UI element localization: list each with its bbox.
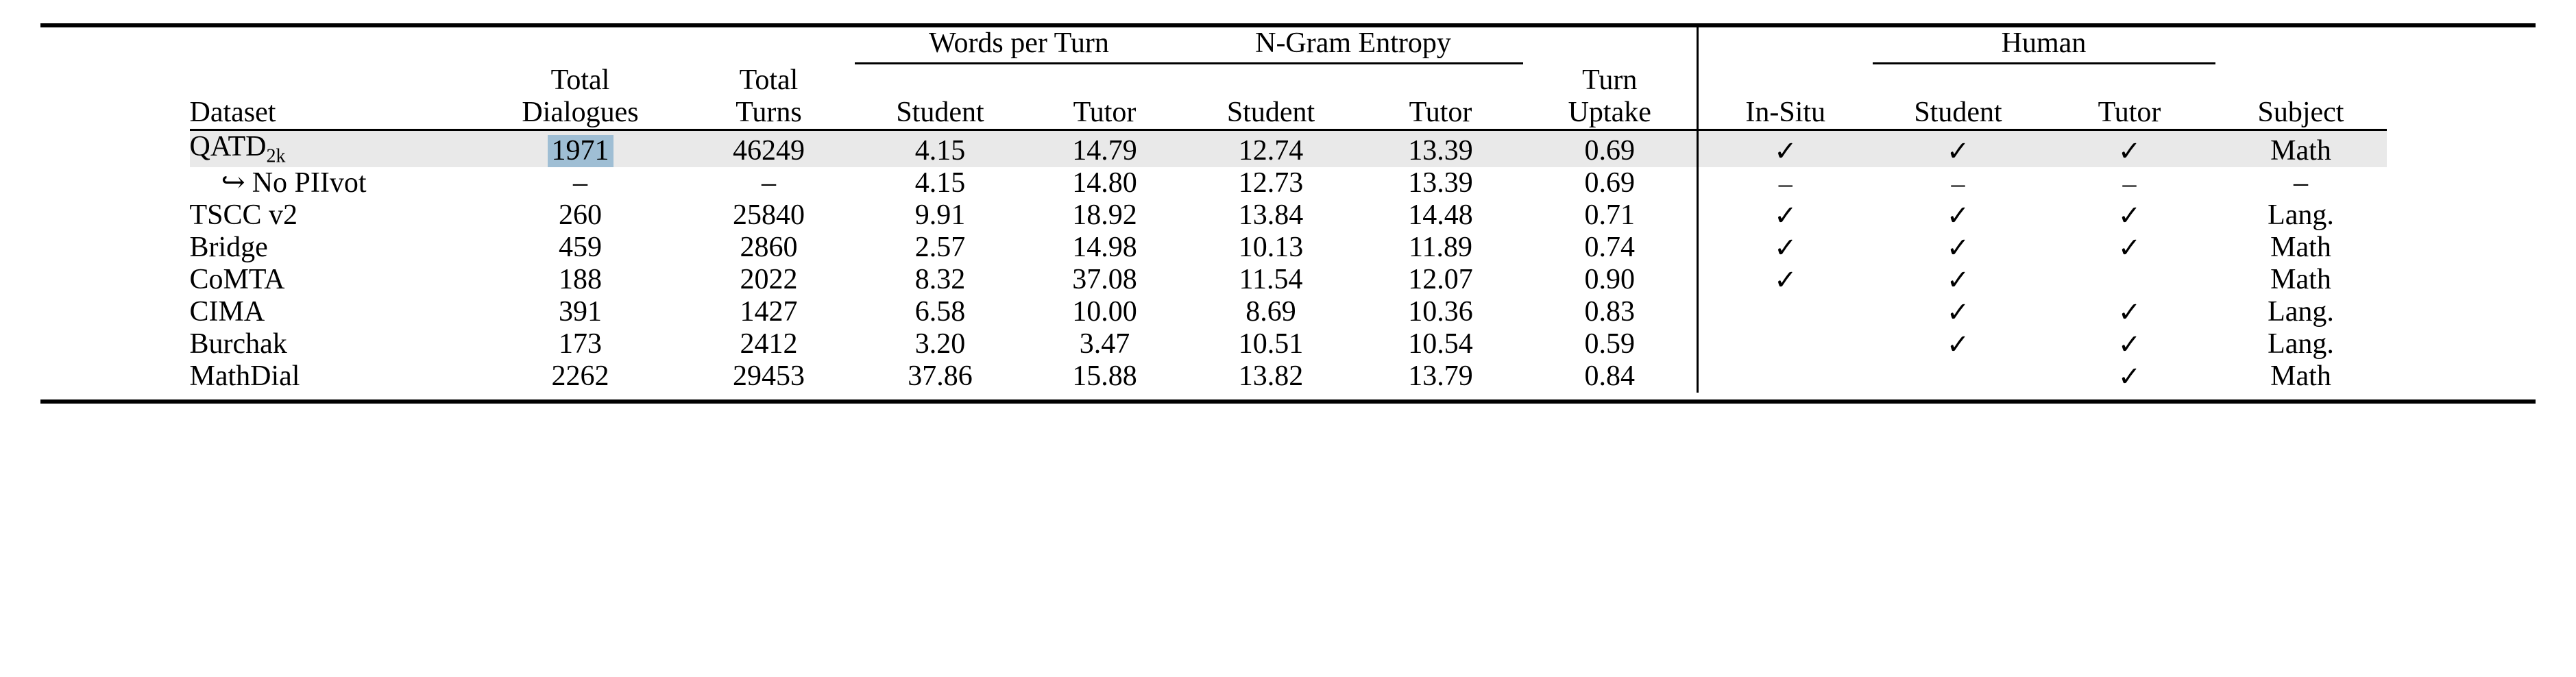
cell-total-turns: 25840: [733, 199, 805, 231]
column-header-dataset: Dataset: [189, 97, 276, 129]
cell-turn-uptake: 0.74: [1584, 231, 1635, 263]
cell-human-tutor: [2044, 199, 2215, 232]
cell-human-student: [1873, 199, 2044, 232]
cell-in-situ: [1698, 296, 1873, 328]
column-header-human-student: Student: [1914, 97, 2002, 129]
group-header-ngram-entropy-label: N-Gram Entropy: [1255, 27, 1451, 59]
row-dataset-label: TSCC v2: [189, 199, 298, 231]
check-icon: ✓: [1773, 264, 1797, 296]
table-row: [190, 360, 2387, 393]
cell-wpt-tutor: 14.79: [1026, 131, 1184, 167]
cell-total-dialogues: 188: [559, 263, 602, 295]
cell-human-student: [1873, 264, 2044, 296]
cell-human-tutor: [2044, 264, 2215, 296]
dash-icon: –: [1778, 168, 1793, 199]
cell-wpt-student: 2.57: [914, 231, 966, 263]
cell-subject: Lang.: [2268, 328, 2334, 360]
row-dataset-label: CIMA: [189, 295, 265, 328]
arrow-icon: ↪: [221, 167, 245, 199]
row-dataset-label: Burchak: [189, 328, 287, 360]
row-dataset-subscript: 2k: [266, 145, 286, 167]
cell-human-tutor: [2044, 296, 2215, 328]
check-icon: ✓: [1946, 232, 1970, 264]
cell-subject: Math: [2270, 360, 2331, 393]
row-dataset-name: [190, 131, 478, 167]
table-row: [190, 167, 2387, 199]
cell-in-situ: [1698, 328, 1873, 360]
row-dataset-name: [190, 167, 478, 199]
row-dataset-label: QATD: [189, 131, 267, 163]
column-header-in-situ: In-Situ: [1698, 64, 1873, 129]
column-header-total-dialogues-line2: Dialogues: [522, 97, 639, 129]
cell-nge-student: 12.74: [1184, 131, 1359, 167]
cell-human-student: [1873, 131, 2044, 167]
cell-in-situ: [1698, 360, 1873, 393]
table-row: [190, 328, 2387, 360]
table-column-header-row: [190, 64, 2387, 129]
cell-nge-student: 8.69: [1246, 295, 1296, 328]
cell-nge-tutor: 13.39: [1408, 167, 1473, 199]
row-dataset-label: No PIIvot: [252, 167, 367, 199]
column-header-total-turns: [683, 64, 855, 129]
check-icon: ✓: [1773, 232, 1797, 264]
cell-nge-student: 12.73: [1238, 167, 1304, 199]
group-header-words-per-turn: [855, 27, 1184, 64]
cell-human-tutor: [2044, 232, 2215, 264]
column-header-human-tutor: Tutor: [2098, 97, 2161, 129]
cell-wpt-tutor: 10.00: [1072, 295, 1137, 328]
check-icon: ✓: [2117, 136, 2141, 167]
cell-wpt-tutor: 18.92: [1072, 199, 1137, 231]
cell-nge-tutor: 13.79: [1408, 360, 1473, 393]
row-dataset-label: CoMTA: [189, 263, 285, 295]
column-header-total-dialogues: [478, 64, 683, 129]
cell-human-tutor: [2044, 131, 2215, 167]
cell-in-situ: [1698, 199, 1873, 232]
check-icon: ✓: [1946, 136, 1970, 167]
column-header-wpt-student: Student: [896, 97, 984, 129]
cell-wpt-student: 8.32: [914, 263, 966, 295]
check-icon: ✓: [1946, 297, 1970, 328]
cell-total-turns: 29453: [733, 360, 805, 393]
column-header-total-turns-line1: Total: [739, 64, 799, 97]
cell-wpt-student: 37.86: [908, 360, 973, 393]
cell-turn-uptake: 0.59: [1584, 328, 1635, 360]
column-header-turn-uptake-line2: Uptake: [1568, 97, 1651, 129]
table-row: [190, 199, 2387, 232]
table-row: [190, 264, 2387, 296]
table-group-header-row: [190, 27, 2387, 64]
cell-human-student: [1873, 328, 2044, 360]
cell-nge-student: 10.51: [1238, 328, 1304, 360]
cell-wpt-tutor: 15.88: [1072, 360, 1137, 393]
cell-wpt-student: 4.15: [855, 131, 1026, 167]
cell-total-turns: 2022: [740, 263, 798, 295]
cell-total-dialogues: [478, 131, 683, 167]
check-icon: ✓: [2117, 297, 2141, 328]
column-header-subject: Subject: [2257, 97, 2344, 129]
cell-total-turns: –: [762, 167, 776, 199]
cell-human-tutor: [2044, 167, 2215, 199]
table-row: [190, 131, 2387, 167]
column-header-nge-tutor: Tutor: [1409, 97, 1472, 129]
cell-total-dialogues: 459: [559, 231, 602, 263]
column-header-turn-uptake-line1: Turn: [1582, 64, 1638, 97]
cell-human-tutor: [2044, 328, 2215, 360]
cell-nge-tutor: 13.39: [1359, 131, 1523, 167]
cell-human-student: [1873, 296, 2044, 328]
cell-wpt-tutor: 37.08: [1072, 263, 1137, 295]
cell-in-situ: [1698, 264, 1873, 296]
dataset-statistics-table: [190, 27, 2387, 393]
cell-wpt-student: 3.20: [914, 328, 966, 360]
check-icon: ✓: [2117, 232, 2141, 264]
cell-total-turns: 46249: [683, 131, 855, 167]
cell-wpt-tutor: 3.47: [1079, 328, 1130, 360]
cell-subject: Math: [2270, 231, 2331, 263]
table-row: [190, 232, 2387, 264]
row-dataset-name: [190, 199, 478, 232]
cell-human-tutor: [2044, 360, 2215, 393]
cell-nge-student: 10.13: [1238, 231, 1304, 263]
column-header-wpt-tutor: Tutor: [1073, 97, 1137, 129]
cell-in-situ: [1698, 232, 1873, 264]
column-header-total-turns-line2: Turns: [736, 97, 802, 129]
cell-nge-tutor: 11.89: [1409, 231, 1472, 263]
cell-nge-tutor: 12.07: [1408, 263, 1473, 295]
row-dataset-name: [190, 232, 478, 264]
cell-nge-tutor: 10.36: [1408, 295, 1473, 328]
cell-subject: Math: [2215, 131, 2387, 167]
check-icon: ✓: [1773, 136, 1797, 167]
group-header-ngram-entropy: [1184, 27, 1523, 64]
cell-wpt-tutor: 14.98: [1072, 231, 1137, 263]
check-icon: ✓: [2117, 200, 2141, 232]
column-header-nge-student: Student: [1226, 97, 1315, 129]
column-header-turn-uptake: [1523, 64, 1698, 129]
check-icon: ✓: [2117, 329, 2141, 360]
cell-total-dialogues: 2262: [551, 360, 609, 393]
cell-human-student: [1873, 360, 2044, 393]
highlighted-value: 1971: [548, 135, 613, 167]
check-icon: ✓: [2117, 361, 2141, 393]
cell-total-dialogues: 391: [559, 295, 602, 328]
cell-in-situ: [1698, 167, 1873, 199]
table-row: [190, 296, 2387, 328]
row-dataset-name: [190, 264, 478, 296]
cell-nge-tutor: 14.48: [1408, 199, 1473, 231]
cell-nge-student: 13.82: [1238, 360, 1304, 393]
cell-wpt-tutor: 14.80: [1072, 167, 1137, 199]
group-header-human: [1873, 27, 2215, 64]
table-bottom-rule: [40, 399, 2536, 404]
check-icon: ✓: [1946, 329, 1970, 360]
dash-icon: –: [1951, 168, 1965, 199]
cell-nge-student: 11.54: [1239, 263, 1303, 295]
cell-turn-uptake: 0.83: [1584, 295, 1635, 328]
cell-total-dialogues: 260: [559, 199, 602, 231]
row-dataset-name: [190, 296, 478, 328]
cell-human-student: [1873, 232, 2044, 264]
cell-wpt-student: 4.15: [914, 167, 966, 199]
cell-nge-tutor: 10.54: [1408, 328, 1473, 360]
check-icon: ✓: [1946, 200, 1970, 232]
cell-total-dialogues: 173: [559, 328, 602, 360]
cell-turn-uptake: 0.69: [1584, 167, 1635, 199]
cell-subject: Lang.: [2268, 199, 2334, 231]
cell-subject: Lang.: [2268, 295, 2334, 328]
row-dataset-name: [190, 328, 478, 360]
cell-total-turns: 2412: [740, 328, 798, 360]
cell-human-student: [1873, 167, 2044, 199]
check-icon: ✓: [1773, 200, 1797, 232]
check-icon: ✓: [1946, 264, 1970, 296]
cell-turn-uptake: 0.84: [1584, 360, 1635, 393]
group-header-words-per-turn-label: Words per Turn: [929, 27, 1109, 59]
group-header-human-label: Human: [2001, 27, 2087, 59]
table-body: [190, 131, 2387, 393]
cell-wpt-student: 6.58: [914, 295, 966, 328]
cell-subject: –: [2294, 167, 2308, 199]
cell-wpt-student: 9.91: [914, 199, 966, 231]
row-dataset-name: [190, 360, 478, 393]
cell-total-turns: 2860: [740, 231, 798, 263]
cell-turn-uptake: 0.69: [1523, 131, 1698, 167]
cell-turn-uptake: 0.71: [1584, 199, 1635, 231]
column-header-total-dialogues-line1: Total: [550, 64, 610, 97]
row-dataset-label: MathDial: [189, 360, 300, 393]
cell-nge-student: 13.84: [1238, 199, 1304, 231]
cell-total-turns: 1427: [740, 295, 798, 328]
cell-in-situ: [1698, 131, 1873, 167]
cell-total-dialogues: –: [573, 167, 587, 199]
cell-subject: Math: [2270, 263, 2331, 295]
row-dataset-label: Bridge: [189, 231, 268, 263]
cell-turn-uptake: 0.90: [1584, 263, 1635, 295]
dash-icon: –: [2122, 168, 2137, 199]
